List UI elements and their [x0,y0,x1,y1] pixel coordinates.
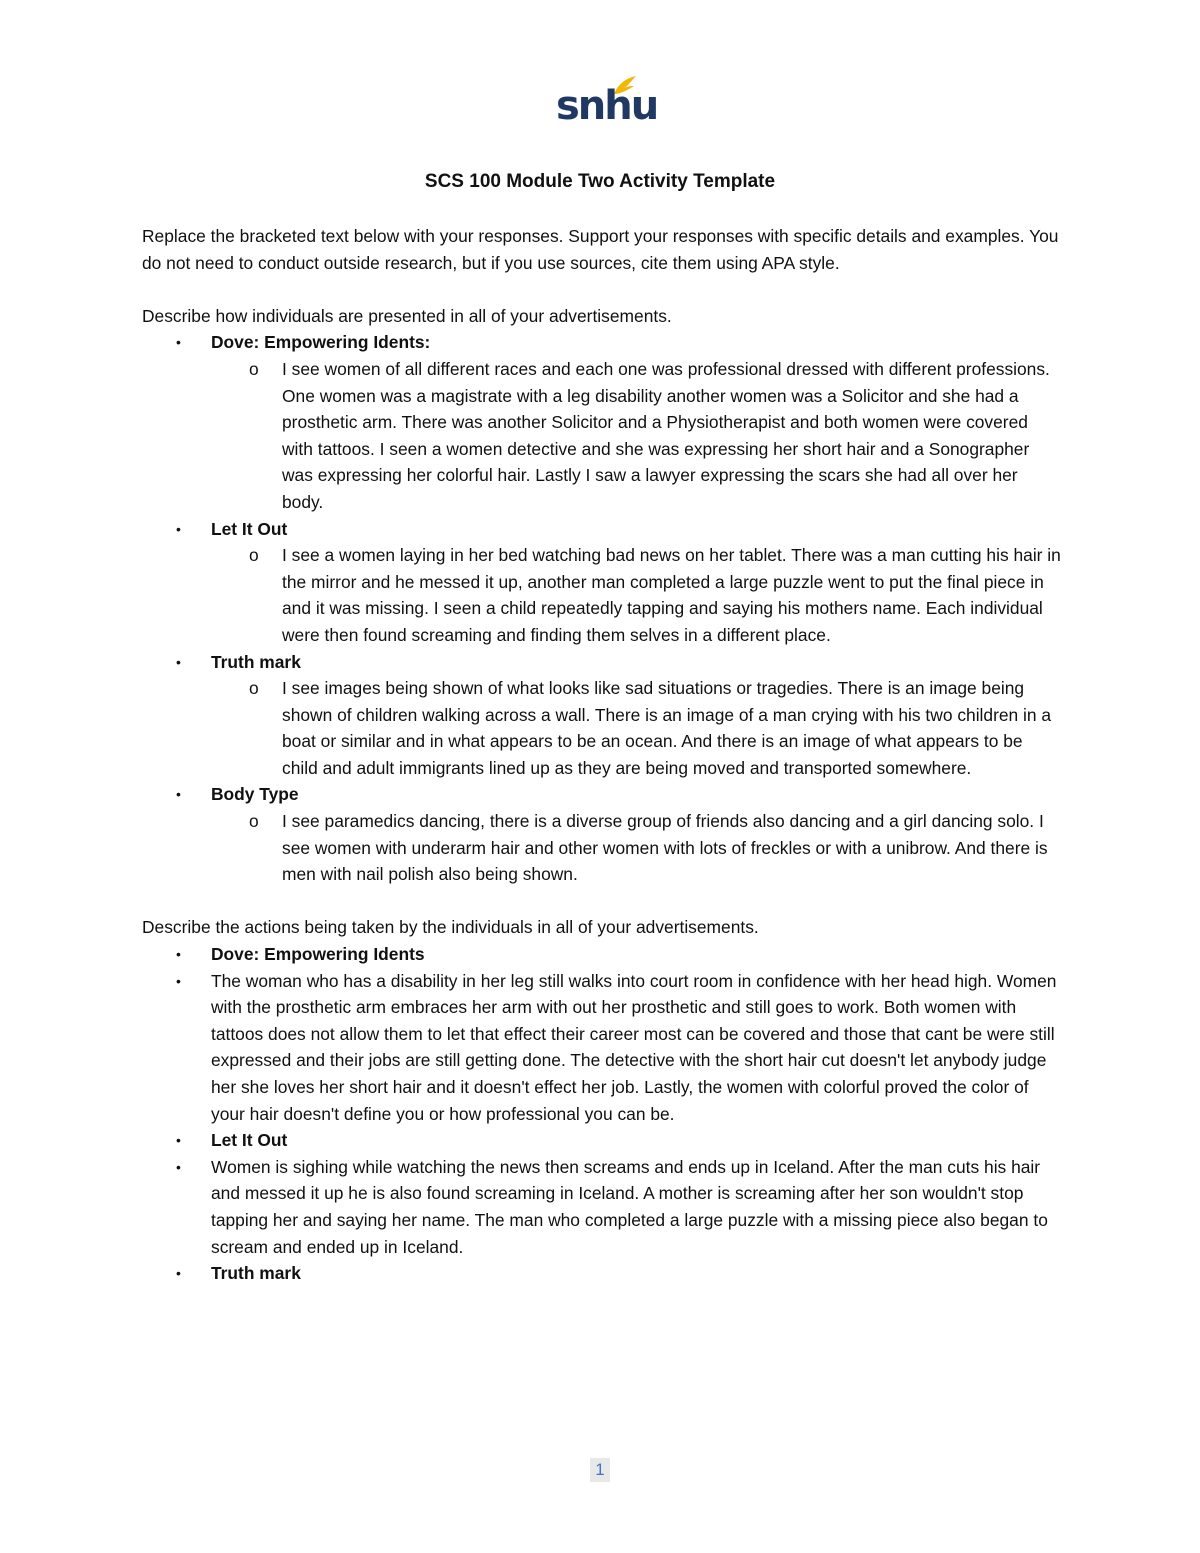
section1-bullet-2: • Let It Out [142,516,1062,543]
section1-sub-3: o I see images being shown of what looks like sad situations or tragedies. There is an image being shown of children walking across a wall. There is an image of a man crying with his two children in a boat or similar and in what appears to be an ocean. And there is an image of what appears to be child and adult immigrants lined up as they are being moved and transported somewhere. [142,675,1062,781]
section1-sub-4: o I see paramedics dancing, there is a diverse group of friends also dancing and a girl dancing solo. I see women with underarm hair and other women with lots of freckles or with a unibrow. And there is men with nail polish also being shown. [142,808,1062,888]
bullet-icon: • [176,946,181,963]
section2-prompt: Describe the actions being taken by the individuals in all of your advertisements. [142,917,759,938]
bullet-icon: • [176,334,181,351]
section2-bullet-5: • Truth mark [142,1260,1062,1287]
section1-sub-2: o I see a women laying in her bed watching bad news on her tablet. There was a man cutting his hair in the mirror and he messed it up, another man completed a large puzzle went to put the final piece in and it was missing. I seen a child repeatedly tapping and saying his mothers name. Each individual were then found screaming and finding them selves in a different place. [142,542,1062,648]
section1-bullet-3: • Truth mark [142,649,1062,676]
bullet-icon: • [176,520,181,537]
bullet-icon: • [176,972,181,989]
section1-sub-1: o I see women of all different races and each one was professional dressed with different professions. One women was a magistrate with a leg disability another women was a Solicitor and she had a prosthetic arm. There was another Solicitor and a Physiotherapist and both women were covered with tattoos. I seen a women detective and she was expressing her short hair and a Sonographer was expressing her colorful hair. Lastly I saw a lawyer expressing the scars she had all over her body. [142,356,1062,516]
sub-bullet-icon: o [249,811,259,832]
document-body [142,223,1062,1287]
section2-bullet-3: • Let It Out [142,1127,1062,1154]
page-title: SCS 100 Module Two Activity Template [424,171,776,192]
bullet-icon: • [176,1132,181,1149]
section2-bullet-2: • The woman who has a disability in her leg still walks into court room in confidence with her head high. Women with the prosthetic arm embraces her arm with out her prosthetic and still goes to work. Both women with tattoos does not allow them to let that effect their career most can be covered and those that cant be were still expressed and their jobs are still getting done. The detective with the short hair cut doesn't let anybody judge her she loves her short hair and it doesn't effect her job. Lastly, the women with colorful proved the color of your hair doesn't define you or how professional you can be. [142,968,1062,1128]
section1-bullet-4: • Body Type [142,781,1062,808]
sub-bullet-icon: o [249,358,259,379]
instructions: Replace the bracketed text below with your responses. Support your responses with specific details and examples. You do not need to conduct outside research, but if you use sources, cite them using APA style. [142,226,1059,273]
logo-text: snhu [556,83,658,129]
bullet-icon: • [176,653,181,670]
section2-bullet-4: • Women is sighing while watching the news then screams and ends up in Iceland. After the man cuts his hair and messed it up he is also found screaming in Iceland. A mother is screaming after her son wouldn't stop tapping her and saying her name. The man who completed a large puzzle with a missing piece also began to scream and ended up in Iceland. [142,1154,1062,1260]
section2-bullet-1: • Dove: Empowering Idents [142,941,1062,968]
snhu-logo [556,74,658,132]
section1-bullet-1: • Dove: Empowering Idents: [142,329,1062,356]
section1-prompt: Describe how individuals are presented in all of your advertisements. [142,305,672,326]
sub-bullet-icon: o [249,545,259,566]
bullet-icon: • [176,786,181,803]
bullet-icon: • [176,1158,181,1175]
sub-bullet-icon: o [249,678,259,699]
bullet-icon: • [176,1265,181,1282]
page-number: 1 [590,1458,610,1482]
